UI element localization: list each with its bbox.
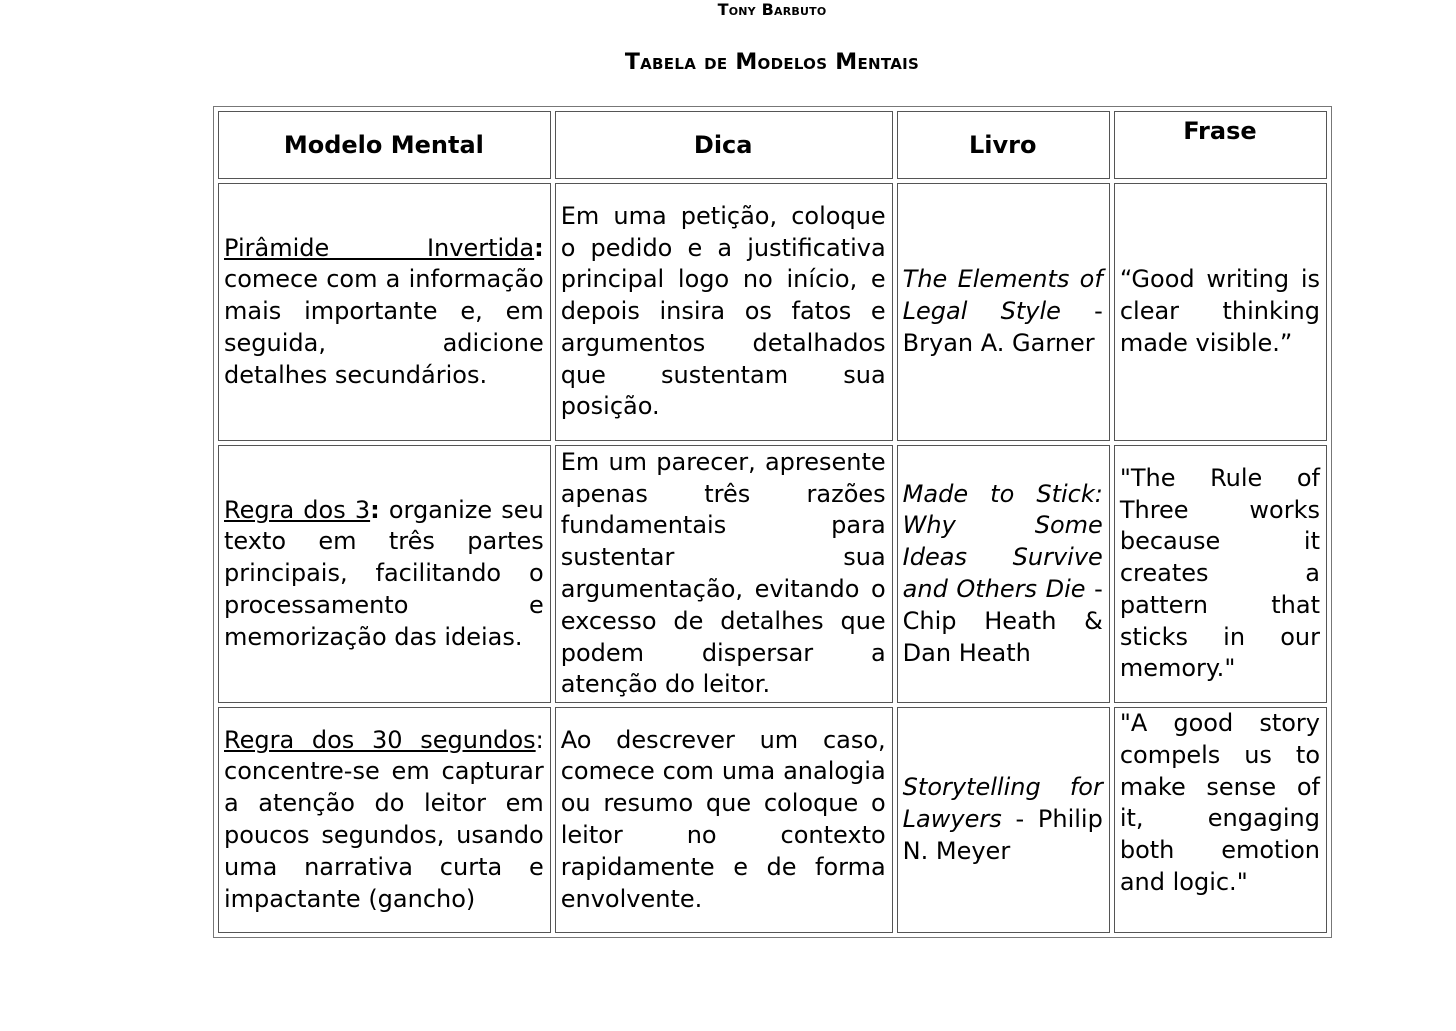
model-separator: : [370, 495, 380, 524]
model-cell [218, 707, 551, 933]
table-header-row [218, 111, 1327, 179]
book-cell [897, 183, 1110, 441]
book-cell [897, 445, 1110, 703]
book-author: - Philip N. Meyer [902, 805, 1103, 865]
model-description: organize seu texto em três partes principais, facilitando o processamento e memorização das ideias. [224, 495, 544, 651]
book-title: Storytelling for Lawyers [902, 773, 1103, 834]
table-row [218, 445, 1327, 703]
model-cell [218, 183, 551, 441]
column-header-frase: Frase [1114, 111, 1327, 179]
quote-cell: "The Rule of Three works because it creates a pattern that sticks in our memory." [1114, 445, 1327, 703]
book-author: - Bryan A. Garner [902, 297, 1103, 357]
quote-cell: “Good writing is clear thinking made visible.” [1114, 183, 1327, 441]
model-cell [218, 445, 551, 703]
model-description: comece com a informação mais importante e, em seguida, adicione detalhes secundários. [224, 265, 544, 389]
model-separator: : [535, 725, 544, 754]
model-name: Regra dos 3 [224, 495, 371, 524]
book-cell [897, 707, 1110, 933]
table-row [218, 183, 1327, 441]
quote-cell: "A good story compels us to make sense of it, engaging both emotion and logic." [1114, 707, 1327, 933]
tip-cell: Em um parecer, apresente apenas três razões fundamentais para sustentar sua argumentação, evitando o excesso de detalhes que podem dispersar a atenção do leitor. [555, 445, 893, 703]
table-row [218, 707, 1327, 933]
tip-cell: Ao descrever um caso, comece com uma analogia ou resumo que coloque o leitor no contexto rapidamente e de forma envolvente. [555, 707, 893, 933]
document-author: Tony Barbuto [717, 0, 827, 19]
tip-cell: Em uma petição, coloque o pedido e a justificativa principal logo no início, e depois insira os fatos e argumentos detalhados que sustentam sua posição. [555, 183, 893, 441]
model-separator: : [534, 233, 544, 262]
column-header-modelo-mental: Modelo Mental [218, 111, 551, 179]
book-title: Made to Stick: Why Some Ideas Survive and Others Die [902, 479, 1103, 603]
column-header-dica: Dica [555, 111, 893, 179]
book-author: - Chip Heath & Dan Heath [902, 575, 1103, 667]
document-title: Tabela de Modelos Mentais [624, 50, 920, 75]
column-header-livro: Livro [897, 111, 1110, 179]
model-name: Regra dos 30 segundos [224, 725, 536, 754]
book-title: The Elements of Legal Style [902, 265, 1103, 326]
model-description: concentre-se em capturar a atenção do leitor em poucos segundos, usando uma narrativa curta e impactante (gancho) [224, 757, 544, 913]
model-name: Pirâmide Invertida [224, 233, 535, 262]
mental-models-table [213, 106, 1332, 938]
